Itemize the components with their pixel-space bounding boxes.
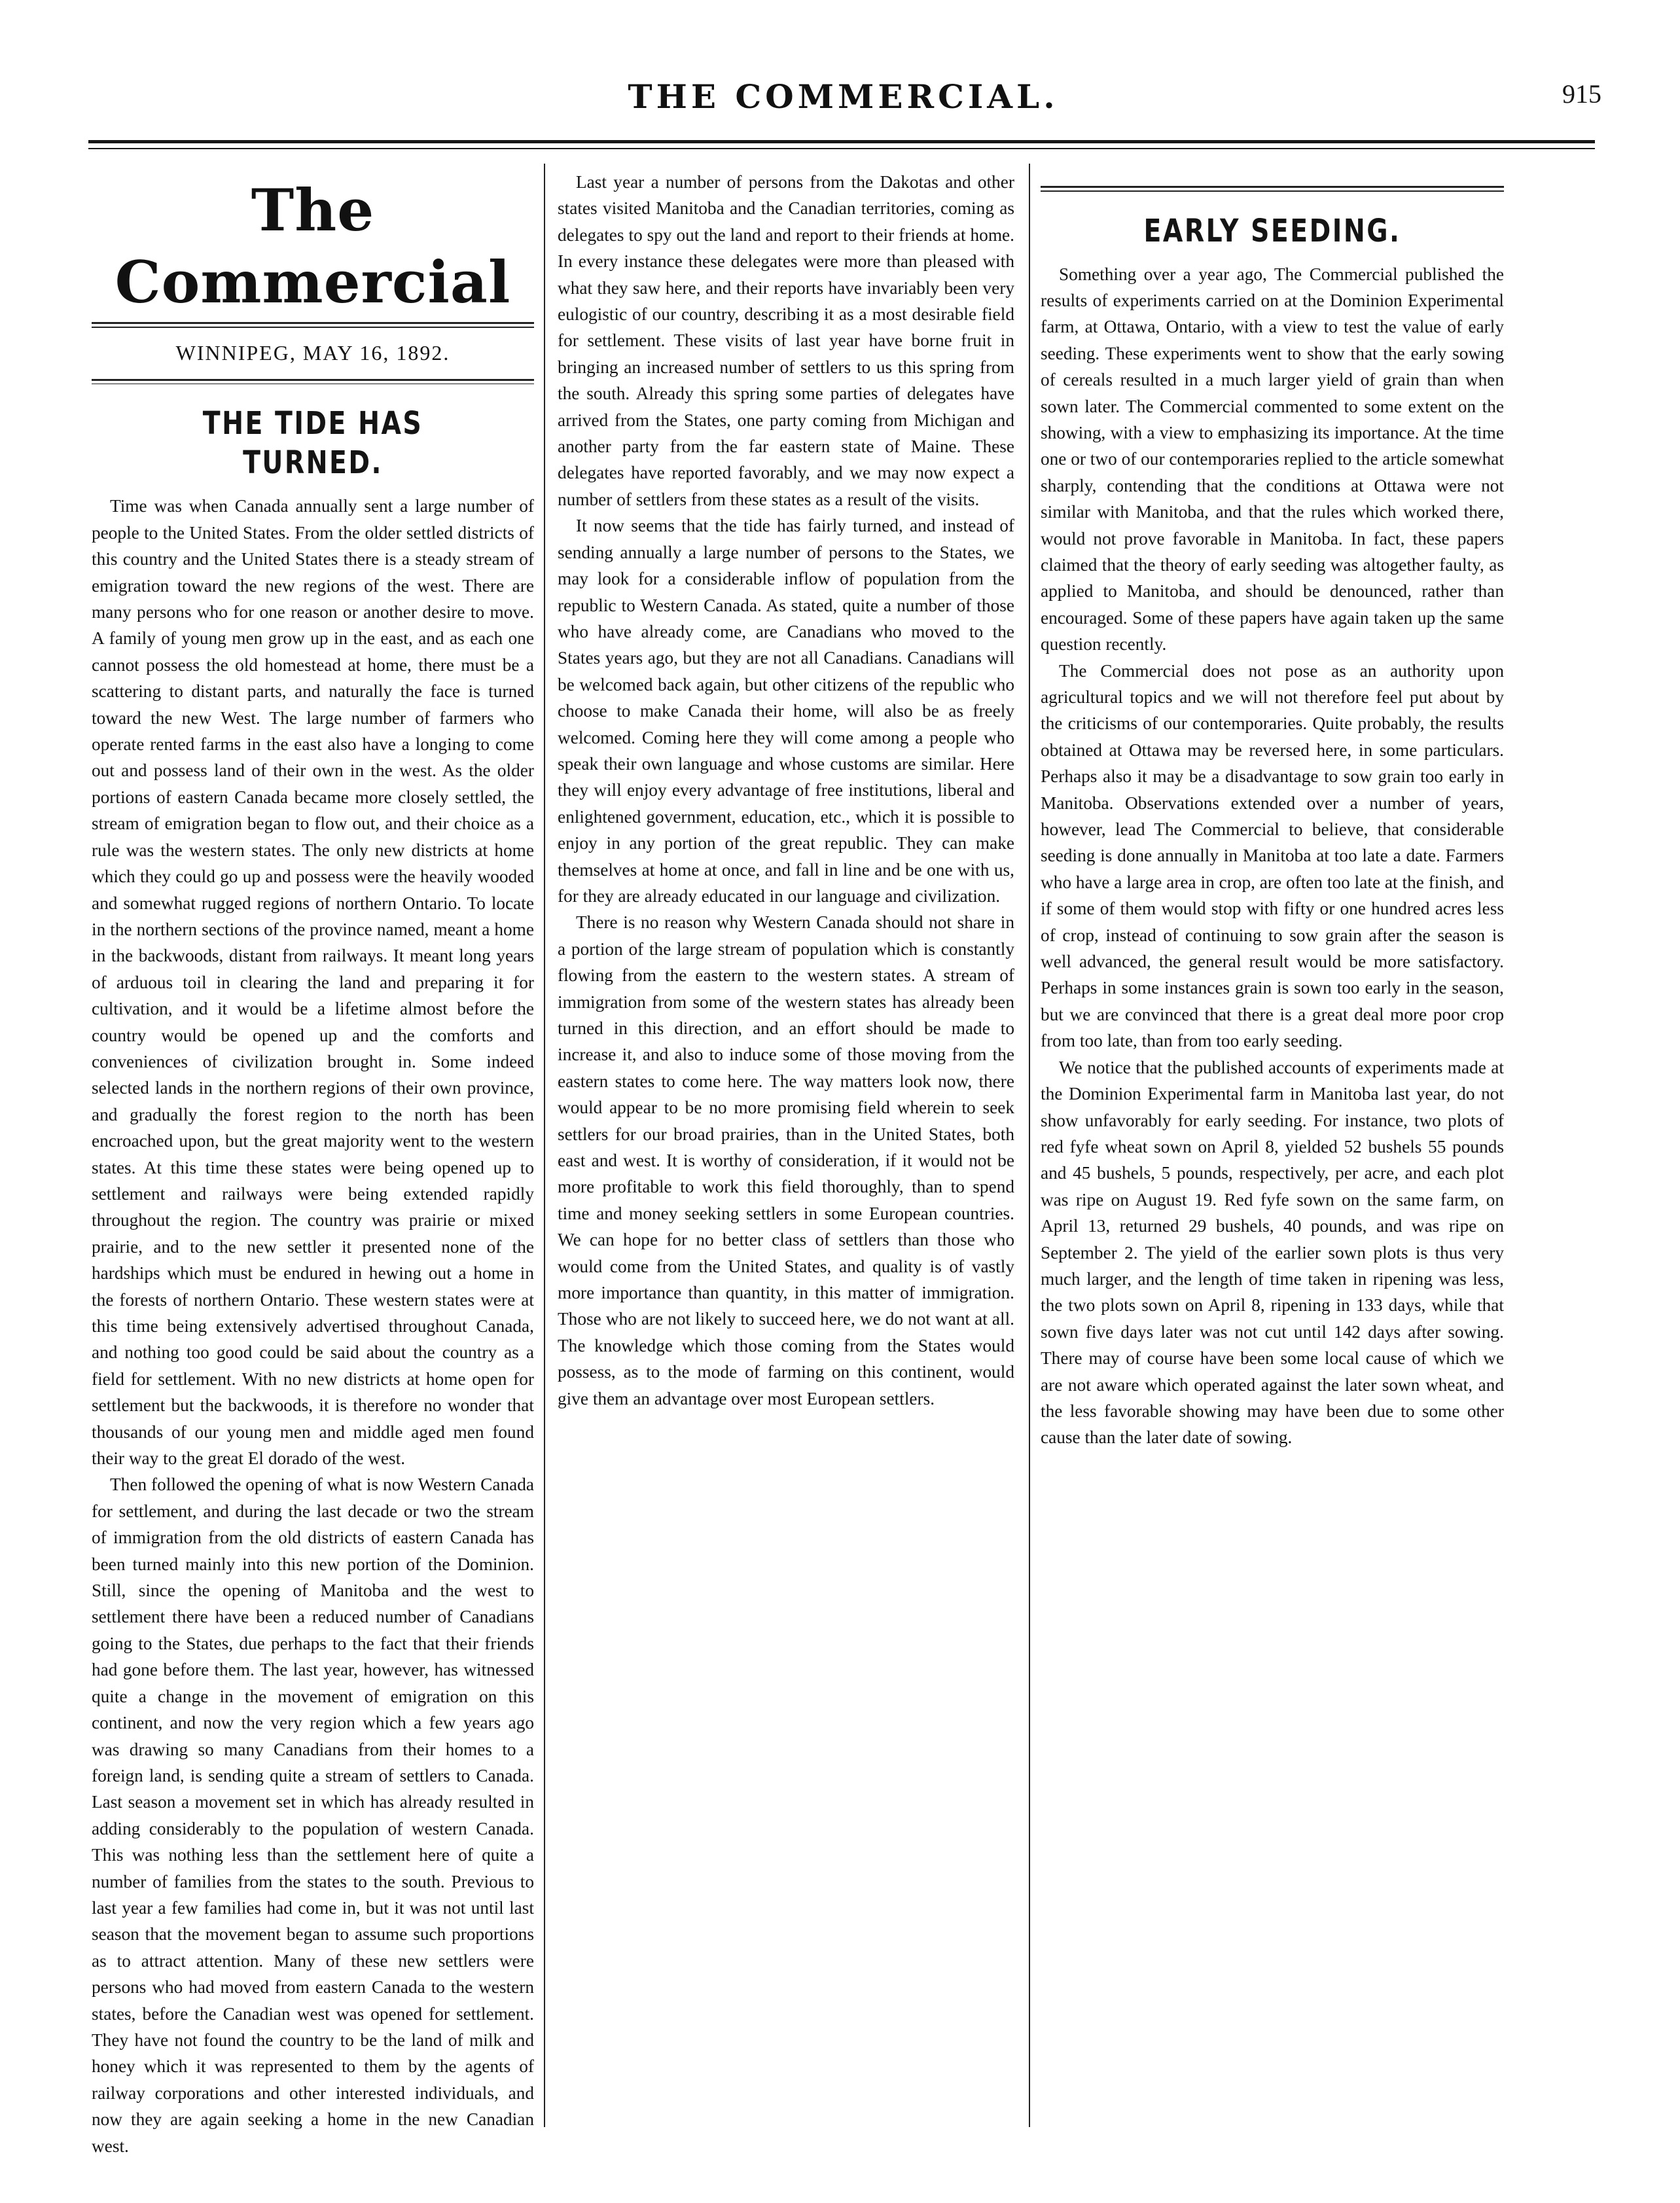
header-rule-thin [88, 148, 1595, 149]
column-2 [558, 169, 1014, 1412]
section-rule [1041, 186, 1504, 188]
article-paragraph: We notice that the published accounts of experiments made at the Dominion Experimental farm in Manitoba last year, do not show unfavorably for early seeding. For instance, two plots of red fyfe wheat sown on April 8, yielded 52 bushels 55 pounds and 45 bushels, 5 pounds, respectively, per acre, and each plot was ripe on August 19. Red fyfe sown on the same farm, on April 13, returned 29 bushels, 40 pounds, and was ripe on September 2. The yield of the earlier sown plots is thus very much larger, and the length of time taken in ripening was less, the two plots sown on April 8, ripening in 133 days, while that sown five days later was not cut until 142 days after sowing. There may of course have been some local cause of which we are not aware which operated against the later sown wheat, and the less favorable showing may have been due to some other cause than the later date of sowing. [1041, 1057, 1504, 1448]
column-divider-1 [544, 164, 545, 2127]
column-1 [92, 169, 534, 2159]
article-paragraph: It now seems that the tide has fairly turned, and instead of sending annually a large number of persons to the States, we may look for a considerable inflow of population from the republic to Western Canada. As stated, quite a number of those who have already come, are Canadians who moved to the States years ago, but they are not all Canadians. Canadians will be welcomed back again, but other citizens of the republic who choose to make Canada their home, will also be as freely welcomed. Coming here they will come among a people who speak their own language and whose customs are similar. Here they will enjoy every advantage of free institutions, liberal and enlightened government, education, etc., which it is possible to enjoy in any portion of the great republic. They can make themselves at home at once, and fall in line and be one with us, for they are already educated in our language and civilization. [558, 516, 1014, 906]
dateline: WINNIPEG, MAY 16, 1892. [175, 340, 450, 365]
article-paragraph: Time was when Canada annually sent a large number of people to the United States. From the older settled districts of this country and the United States there is a steady stream of emigration toward the new regions of the west. There are many persons who for one reason or another desire to move. A family of young men grow up in the east, and as each one cannot possess the old homestead at home, there must be a scattering to distant parts, and naturally the face is turned toward the new West. The large number of farmers who operate rented farms in the east also have a longing to come out and possess land of their own in the west. As the older portions of eastern Canada became more closely settled, the stream of emigration began to flow out, and their choice as a rule was the western states. The only new districts at home which they could go up and possess were the heavily wooded and somewhat rugged regions of northern Ontario. To locate in the northern sections of the province named, meant a home in the backwoods, distant from railways. It meant long years of arduous toil in clearing the land and preparing it for cultivation, and it would be a lifetime almost before the country would be opened up and the comforts and conveniences of civilization brought in. Some indeed selected lands in the northern regions of their own province, and gradually the forest region to the north has been encroached upon, but the great majority went to the western states. At this time these states were being opened up to settlement and railways were being extended rapidly throughout the region. The country was prairie or mixed prairie, and to the new settler it presented none of the hardships which must be endured in hewing out a home in the forests of northern Ontario. These western states were at this time being extensively advertised throughout Canada, and nothing too good could be said about the country as a field for settlement. With no new districts at home open for settlement but the backwoods, it is therefore no wonder that thousands of our young men and middle aged men found their way to the great El dorado of the west. [92, 496, 534, 1469]
header-rule-thick [88, 140, 1595, 143]
page-number: 915 [1562, 79, 1601, 109]
masthead-rule [92, 322, 534, 324]
column-divider-2 [1029, 164, 1030, 2127]
masthead-title: The Commercial [115, 176, 511, 316]
article-paragraph: There is no reason why Western Canada should not share in a portion of the large stream of population which is constantly flowing from the eastern to the western states. A stream of immigration from some of the western states has already been turned in this direction, and an effort should be made to increase it, and also to induce some of those moving from the eastern states to come here. The way matters look now, there would appear to be no more promising field wherein to seek settlers for our broad prairies, than in the United States, both east and west. It is worthy of consideration, if it would not be more profitable to work this field thoroughly, than to spend time and money seeking settlers in some European countries. We can hope for no better class of settlers than those who would come from the United States, and quality is of vastly more importance than quantity, in this matter of immigration. Those who are not likely to succeed here, we do not want at all. The knowledge which those coming from the States would possess, as to the mode of farming on this continent, would give them an advantage over most European settlers. [558, 912, 1014, 1408]
running-head [85, 77, 1601, 130]
section-rule-thin [1041, 190, 1504, 192]
dateline-rule [92, 379, 534, 381]
running-title: THE COMMERCIAL. [628, 77, 1059, 116]
article-paragraph: Then followed the opening of what is now Western Canada for settlement, and during the last decade or two the stream of immigration from the old districts of eastern Canada has been turned mainly into this new portion of the Dominion. Still, since the opening of Manitoba and the west to settlement there have been a reduced number of Canadians going to the States, due perhaps to the fact that their friends had gone before them. The last year, however, has witnessed quite a change in the movement of emigration on this continent, and now the very region which a few years ago was drawing so many Canadians from their homes to a foreign land, is sending quite a stream of settlers to Canada. Last season a movement set in which has already resulted in adding considerably to the population of western Canada. This was nothing less than the settlement here of quite a number of families from the states to the south. Previous to last year a few families had come in, but it was not until last season that the movement began to assume such proportions as to attract attention. Many of these new settlers were persons who had moved from eastern Canada to the western states, before the Canadian west was opened for settlement. They have not found the country to be the land of milk and honey which it was represented to them by the agents of railway corporations and other interested individuals, and now they are again seeking a home in the new Canadian west. [92, 1475, 534, 2156]
article-paragraph: Last year a number of persons from the Dakotas and other states visited Manitoba and the Canadian territories, coming as delegates to spy out the land and report to their friends at home. In every instance these delegates were more than pleased with what they saw here, and their reports have invariably been very eulogistic of our country, describing it as a most desirable field for settlement. These visits of last year have borne fruit in bringing an increased number of settlers to us this spring from the south. Already this spring some parties of delegates have arrived from the States, one party coming from Michigan and another party from the far eastern state of Maine. These delegates have reported favorably, and we may now expect a number of settlers from these states as a result of the visits. [558, 172, 1014, 509]
masthead-rule-thin [92, 327, 534, 328]
article-paragraph: Something over a year ago, The Commercial published the results of experiments carried on at the Dominion Experimental farm, at Ottawa, Ontario, with a view to test the value of early seeding. These experiments went to show that the early sowing of cereals resulted in a much larger yield of grain than when sown later. The Commercial commented to some extent on the showing, with a view to emphasizing its importance. At the time one or two of our contemporaries replied to the article somewhat sharply, contending that the conditions at Ottawa were not similar with Manitoba, and that the rules which worked there, would not prove favorable in Manitoba. In fact, these papers claimed that the theory of early seeding was altogether faulty, as applied to Manitoba, and should be denounced, rather than encouraged. Some of these papers have again taken up the same question recently. [1041, 264, 1504, 654]
article-headline-seeding: EARLY SEEDING. [1143, 212, 1401, 249]
dateline-rule-thin [92, 384, 534, 385]
article-paragraph: The Commercial does not pose as an authority upon agricultural topics and we will not therefore feel put about by the criticisms of our contemporaries. Quite probably, the results obtained at Ottawa may be reversed here, in some particulars. Perhaps also it may be a disadvantage to sow grain too early in Manitoba. Observations extended over a number of years, however, lead The Commercial to believe, that considerable seeding is done annually in Manitoba at too late a date. Farmers who have a large area in crop, are often too late at the finish, and if some of them would stop with fifty or one hundred acres less of crop, instead of continuing to sow grain after the season is well advanced, the general result would be more satisfactory. Perhaps in some instances grain is sown too early in the season, but we are convinced that there is a great deal more poor crop from too late, than from too early seeding. [1041, 660, 1504, 1051]
article-headline-tide: THE TIDE HAS TURNED. [202, 405, 423, 482]
column-3 [1041, 169, 1504, 1451]
